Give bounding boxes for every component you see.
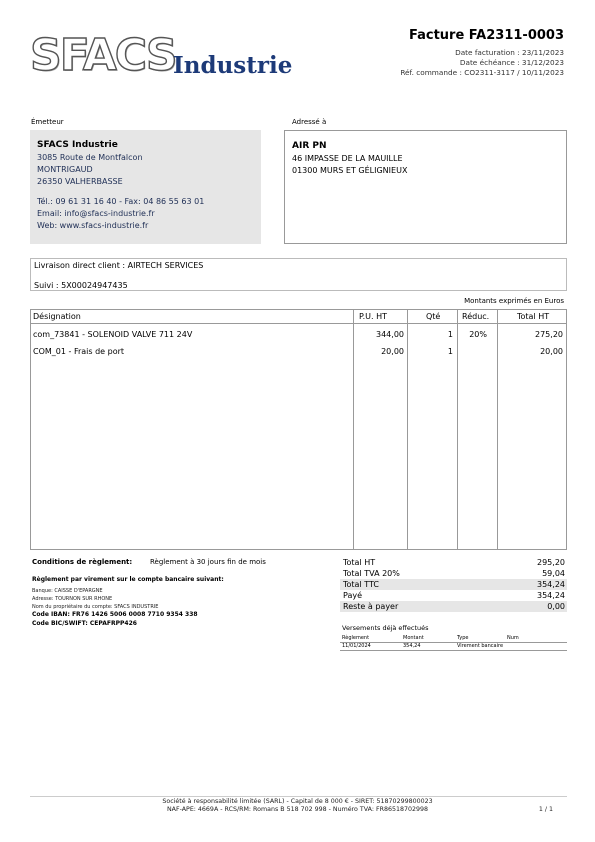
payments-col-type: Type: [457, 635, 469, 641]
total-ttc-label: Total TTC: [343, 580, 379, 589]
payments-header-row: [340, 635, 567, 643]
total-vat-row: [340, 568, 567, 579]
due-date: Date échéance : 31/12/2023: [459, 58, 564, 67]
remaining-row: [340, 601, 567, 612]
items-table: [30, 309, 567, 550]
issuer-box: [30, 130, 261, 244]
issuer-name: SFACS Industrie: [37, 140, 118, 150]
payments-col-num: Num: [507, 635, 519, 641]
bank-address: Adresse: TOURNON SUR RHONE: [32, 596, 113, 602]
row2-quantity: 1: [447, 347, 453, 356]
paid-row: [340, 590, 567, 601]
issuer-address1: 3085 Route de Montfalcon: [37, 153, 143, 162]
total-ttc-value: 354,24: [537, 580, 565, 589]
iban-code: Code IBAN: FR76 1426 5006 0008 7710 9354 338: [32, 611, 198, 618]
payment-amount: 354,24: [403, 643, 421, 649]
total-ttc-row: [340, 579, 567, 590]
total-vat-label: Total TVA 20%: [343, 569, 400, 578]
total-vat-value: 59,04: [542, 569, 565, 578]
row1-discount: 20%: [469, 330, 487, 339]
row1-designation: com_73841 - SOLENOID VALVE 711 24V: [33, 330, 193, 339]
bank-transfer-title: Règlement par virement sur le compte bancaire suivant:: [32, 576, 224, 583]
footer-divider: [30, 796, 567, 797]
remaining-value: 0,00: [547, 602, 565, 611]
invoice-title: Facture FA2311-0003: [408, 28, 564, 43]
payments-table: [340, 635, 567, 651]
order-reference: Réf. commande : CO2311-3117 / 10/11/2023: [400, 68, 564, 77]
logo-suffix: Industrie: [173, 52, 293, 79]
delivery-box: [30, 258, 567, 291]
row1-quantity: 1: [447, 330, 453, 339]
issuer-phone: Tél.: 09 61 31 16 40 - Fax: 04 86 55 63 01: [37, 197, 205, 206]
delivery-client: Livraison direct client : AIRTECH SERVICES: [34, 261, 204, 270]
recipient-name: AIR PN: [292, 141, 327, 151]
payments-col-amount: Montant: [403, 635, 424, 641]
currency-note: Montants exprimés en Euros: [464, 297, 564, 305]
company-logo: [30, 30, 293, 81]
paid-label: Payé: [343, 591, 363, 600]
total-ht-row: [340, 557, 567, 568]
col-header-unit-price: P.U. HT: [359, 312, 387, 321]
recipient-address1: 46 IMPASSE DE LA MAUILLE: [292, 154, 403, 163]
column-divider: [407, 310, 408, 549]
col-header-quantity: Qté: [426, 312, 441, 321]
tracking-number: Suivi : 5X00024947435: [34, 281, 128, 290]
payment-date: 11/01/2024: [342, 643, 371, 649]
payments-col-date: Règlement: [342, 635, 370, 641]
col-header-total: Total HT: [517, 312, 550, 321]
row2-unit-price: 20,00: [381, 347, 404, 356]
issuer-web: Web: www.sfacs-industrie.fr: [37, 221, 149, 230]
payment-terms-label: Conditions de règlement:: [32, 558, 133, 566]
column-divider: [353, 310, 354, 549]
col-header-designation: Désignation: [33, 312, 81, 321]
invoice-date: Date facturation : 23/11/2023: [455, 48, 564, 57]
page-number: 1 / 1: [538, 806, 553, 813]
header-divider: [31, 323, 566, 324]
bank-name: Banque: CAISSE D'EPARGNE: [32, 588, 103, 594]
col-header-discount: Réduc.: [462, 312, 490, 321]
payments-title: Versements déjà effectués: [342, 624, 429, 632]
recipient-address2: 01300 MURS ET GÉLIGNIEUX: [292, 166, 408, 175]
issuer-address3: 26350 VALHERBASSE: [37, 177, 123, 186]
issuer-email: Email: info@sfacs-industrie.fr: [37, 209, 155, 218]
column-divider: [457, 310, 458, 549]
row2-designation: COM_01 - Frais de port: [33, 347, 125, 356]
payment-terms-value: Règlement à 30 jours fin de mois: [150, 558, 266, 566]
total-ht-value: 295,20: [537, 558, 565, 567]
account-owner: Nom du propriétaire du compte: SFACS INDUSTRIE: [32, 604, 159, 610]
row2-total: 20,00: [540, 347, 563, 356]
column-divider: [497, 310, 498, 549]
footer-legal-line2: NAF-APE: 4669A - RCS/RM: Romans B 518 702 998 - Numéro TVA: FR86518702998: [166, 806, 429, 813]
bic-code: Code BIC/SWIFT: CEPAFRPP426: [32, 620, 137, 627]
total-ht-label: Total HT: [343, 558, 376, 567]
paid-value: 354,24: [537, 591, 565, 600]
row1-unit-price: 344,00: [376, 330, 404, 339]
remaining-label: Reste à payer: [343, 602, 399, 611]
logo-brand: SFACS: [30, 30, 176, 81]
footer-legal-line1: Société à responsabilité limitée (SARL) - Capital de 8 000 € - SIRET: 51870299800023: [162, 798, 433, 805]
issuer-label: Émetteur: [31, 118, 64, 126]
row1-total: 275,20: [535, 330, 563, 339]
payment-type: Virement bancaire: [457, 643, 504, 649]
recipient-box: [284, 130, 567, 244]
issuer-address2: MONTRIGAUD: [37, 165, 93, 174]
recipient-label: Adressé à: [292, 118, 327, 126]
payment-row: [340, 643, 567, 651]
